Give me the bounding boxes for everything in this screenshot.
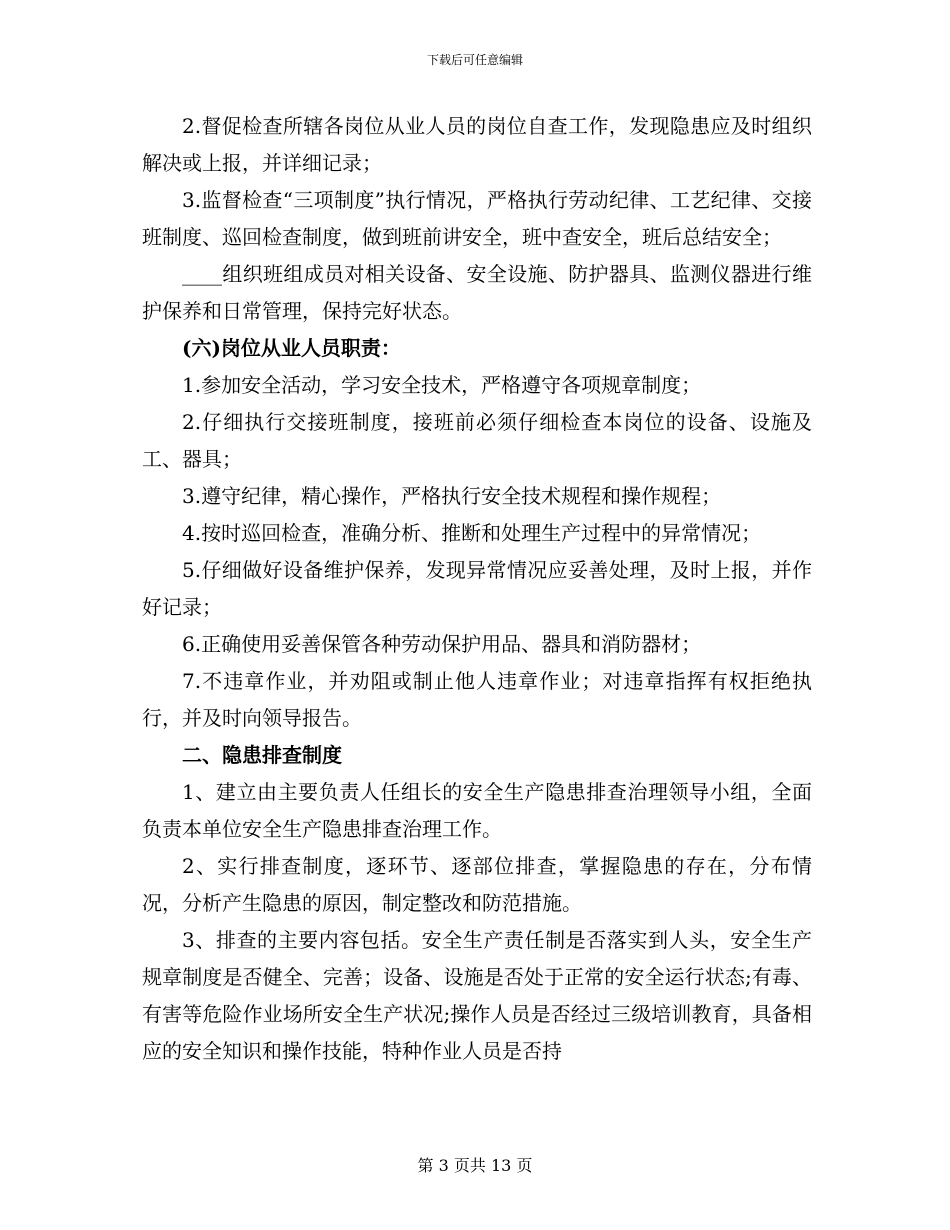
list-item: 3.遵守纪律，精心操作，严格执行安全技术规程和操作规程； <box>182 484 722 508</box>
section-heading: 二、隐患排查制度 <box>182 743 342 767</box>
list-item: ____组织班组成员对相关设备、安全设施、防护器具、监测仪器进行维护保养和日常管理，保持完好状态。 <box>142 262 812 323</box>
list-item: 1.参加安全活动，学习安全技术，严格遵守各项规章制度； <box>182 373 702 397</box>
list-item: 2、实行排查制度，逐环节、逐部位排查，掌握隐患的存在，分布情况，分析产生隐患的原因，制定整改和防范措施。 <box>142 854 812 915</box>
list-item: 4.按时巡回检查，准确分析、推断和处理生产过程中的异常情况； <box>182 521 762 545</box>
page-header: 下载后可任意编辑 <box>426 53 523 67</box>
list-item: 5.仔细做好设备维护保养，发现异常情况应妥善处理，及时上报，并作好记录； <box>142 558 812 619</box>
document-body <box>142 108 812 1070</box>
list-item: 3.监督检查“三项制度”执行情况，严格执行劳动纪律、工艺纪律、交接班制度、巡回检查制度，做到班前讲安全，班中查安全，班后总结安全； <box>142 188 812 249</box>
list-item: 2.仔细执行交接班制度，接班前必须仔细检查本岗位的设备、设施及工、器具； <box>142 410 812 471</box>
page-number: 第 3 页共 13 页 <box>417 1156 533 1175</box>
list-item: 7.不违章作业，并劝阻或制止他人违章作业；对违章指挥有权拒绝执行，并及时向领导报告。 <box>142 669 812 730</box>
list-item: 6.正确使用妥善保管各种劳动保护用品、器具和消防器材； <box>182 632 702 656</box>
section-heading: (六)岗位从业人员职责： <box>182 336 401 360</box>
list-item: 3、排查的主要内容包括。安全生产责任制是否落实到人头，安全生产规章制度是否健全、完善；设备、设施是否处于正常的安全运行状态;有毒、有害等危险作业场所安全生产状况;操作人员是否经过三级培训教育，具备相应的安全知识和操作技能，特种作业人员是否持 <box>142 928 812 1063</box>
list-item: 2.督促检查所辖各岗位从业人员的岗位自查工作，发现隐患应及时组织解决或上报，并详细记录； <box>142 114 812 175</box>
list-item: 1、建立由主要负责人任组长的安全生产隐患排查治理领导小组，全面负责本单位安全生产隐患排查治理工作。 <box>142 780 812 841</box>
